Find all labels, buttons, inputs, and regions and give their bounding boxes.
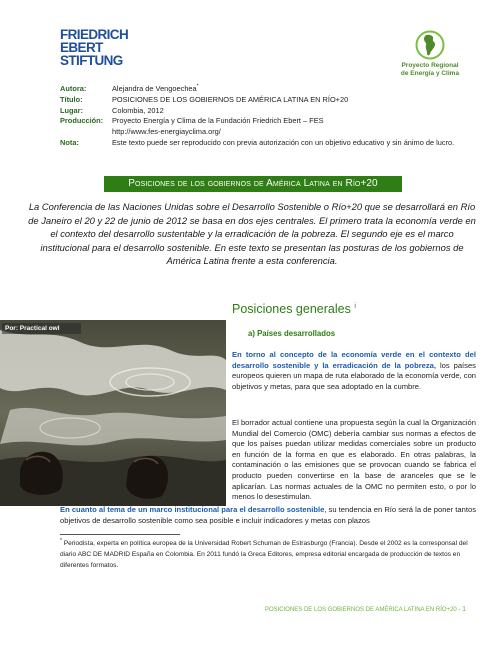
meta-value-wrap <box>112 84 470 95</box>
photo-illustration <box>0 320 226 506</box>
paragraph-lead: En cuanto al tema de un marco institucional para el desarrollo sostenible <box>60 505 325 514</box>
fes-logo-line-3: STIFTUNG <box>60 53 123 68</box>
section-title <box>232 302 356 316</box>
americas-globe-icon <box>414 30 446 60</box>
paragraph-green-economy <box>232 350 476 392</box>
meta-key: Producción: <box>60 116 104 126</box>
paragraph-institutional <box>60 505 476 526</box>
footnote-text: Periodista, experta en política europea de la Universidad Robert Schuman de Estrasburgo (Francia). Desde el 2002 es la corresponsal del diario ABC DE MADRID España en Colombia. En 2011 fundó la Greca Editores, empresa editorial encargada de producción de textos en diferentes formatos. <box>60 540 468 569</box>
proyecto-line-2: de Energía y Clima <box>400 69 460 77</box>
meta-row-url <box>60 127 470 138</box>
paragraph-body: , su tendencia en Río será la de poner tantos objetivos de desarrollo sostenible como sea posible e incluir indicadores y metas con plazos <box>60 505 476 525</box>
meta-key: Título: <box>60 94 83 104</box>
paragraph-lead: En torno al concepto de la economía verde en el contexto del desarrollo sostenible y la erradicación de la pobreza, <box>232 350 476 370</box>
meta-key: Nota: <box>60 137 79 147</box>
meta-row-place <box>60 106 470 117</box>
page-number: 1 <box>462 606 466 613</box>
paragraph-omc: El borrador actual contiene una propuesta según la cual la Organización Mundial del Comercio (OMC) debería cambiar sus normas a efectos de que los países puedan utilizar medidas comerciales sobre un producto en función de la forma en que es elaborado. En otras palabras, la contaminación o las emisiones que se provocan cuando se fabrica el producto pueden convertirse en la base de aranceles que se le aplicarían. Las normas actuales de la OMC no permiten esto, o por lo menos lo desestimulan. <box>232 418 476 502</box>
photo-boots-in-water <box>0 320 226 506</box>
meta-value: Colombia, 2012 <box>112 105 164 115</box>
meta-row-title <box>60 95 470 106</box>
abstract-text: La Conferencia de las Naciones Unidas sobre el Desarrollo Sostenible o Río+20 que se desarrollará en Río de Janeiro el 20 y 22 de junio de 2012 se basa en dos ejes centrales. El primero trata la economía verde en el contexto del desarrollo sustentable y la erradicación de la pobreza. El segundo eje es el marco institucional para el desarrollo sostenible. En este texto se presentan las posturas de los gobiernos de América Latina frente a esta conferencia. <box>28 201 476 267</box>
meta-row-production <box>60 116 470 127</box>
fes-logo-line-1: FRIEDRICH <box>60 27 129 42</box>
meta-url-link[interactable]: http://www.fes-energiayclima.org/ <box>112 127 221 137</box>
meta-value: Este texto puede ser reproducido con previa autorización con un objetivo educativo y sin ánimo de lucro. <box>112 137 455 147</box>
photo-caption: Por: Practical owl <box>2 323 81 334</box>
proyecto-line-1: Proyecto Regional <box>401 62 459 69</box>
title-banner: Posiciones de los gobiernos de América Latina en Río+20 <box>104 176 402 192</box>
meta-key: Lugar: <box>60 105 83 115</box>
meta-value: Proyecto Energía y Clima de la Fundación Friedrich Ebert – FES <box>112 116 324 126</box>
fes-logo-line-2: EBERT <box>60 40 103 55</box>
fes-logo <box>60 28 138 67</box>
footnote <box>60 538 470 571</box>
meta-value: Alejandra de Vengoechea <box>112 84 197 93</box>
meta-value: POSICIONES DE LOS GOBIERNOS DE AMÉRICA LATINA EN RÍO+20 <box>112 94 349 104</box>
page-footer <box>256 606 466 613</box>
section-title-text: Posiciones generales <box>232 302 351 316</box>
proyecto-regional-logo <box>393 30 467 77</box>
section-endnote-mark: i <box>354 302 356 310</box>
paragraph-body: los países europeos quieren un mapa de ruta elaborado de la economía verde, con objetivos y metas, para que sea adoptado en la cumbre. <box>232 360 477 391</box>
meta-row-note <box>60 138 470 149</box>
document-metadata <box>60 84 470 149</box>
meta-key: Autora: <box>60 84 87 93</box>
author-footnote-mark: * <box>196 83 199 90</box>
footnote-mark: * <box>60 537 62 544</box>
meta-row-author <box>60 84 470 95</box>
subsection-title: a) Países desarrollados <box>248 329 336 338</box>
footnote-divider <box>60 534 180 535</box>
footer-title: POSICIONES DE LOS GOBIERNOS DE AMÉRICA LATINA EN RÍO+20 - <box>264 607 461 613</box>
meta-key <box>60 127 112 138</box>
